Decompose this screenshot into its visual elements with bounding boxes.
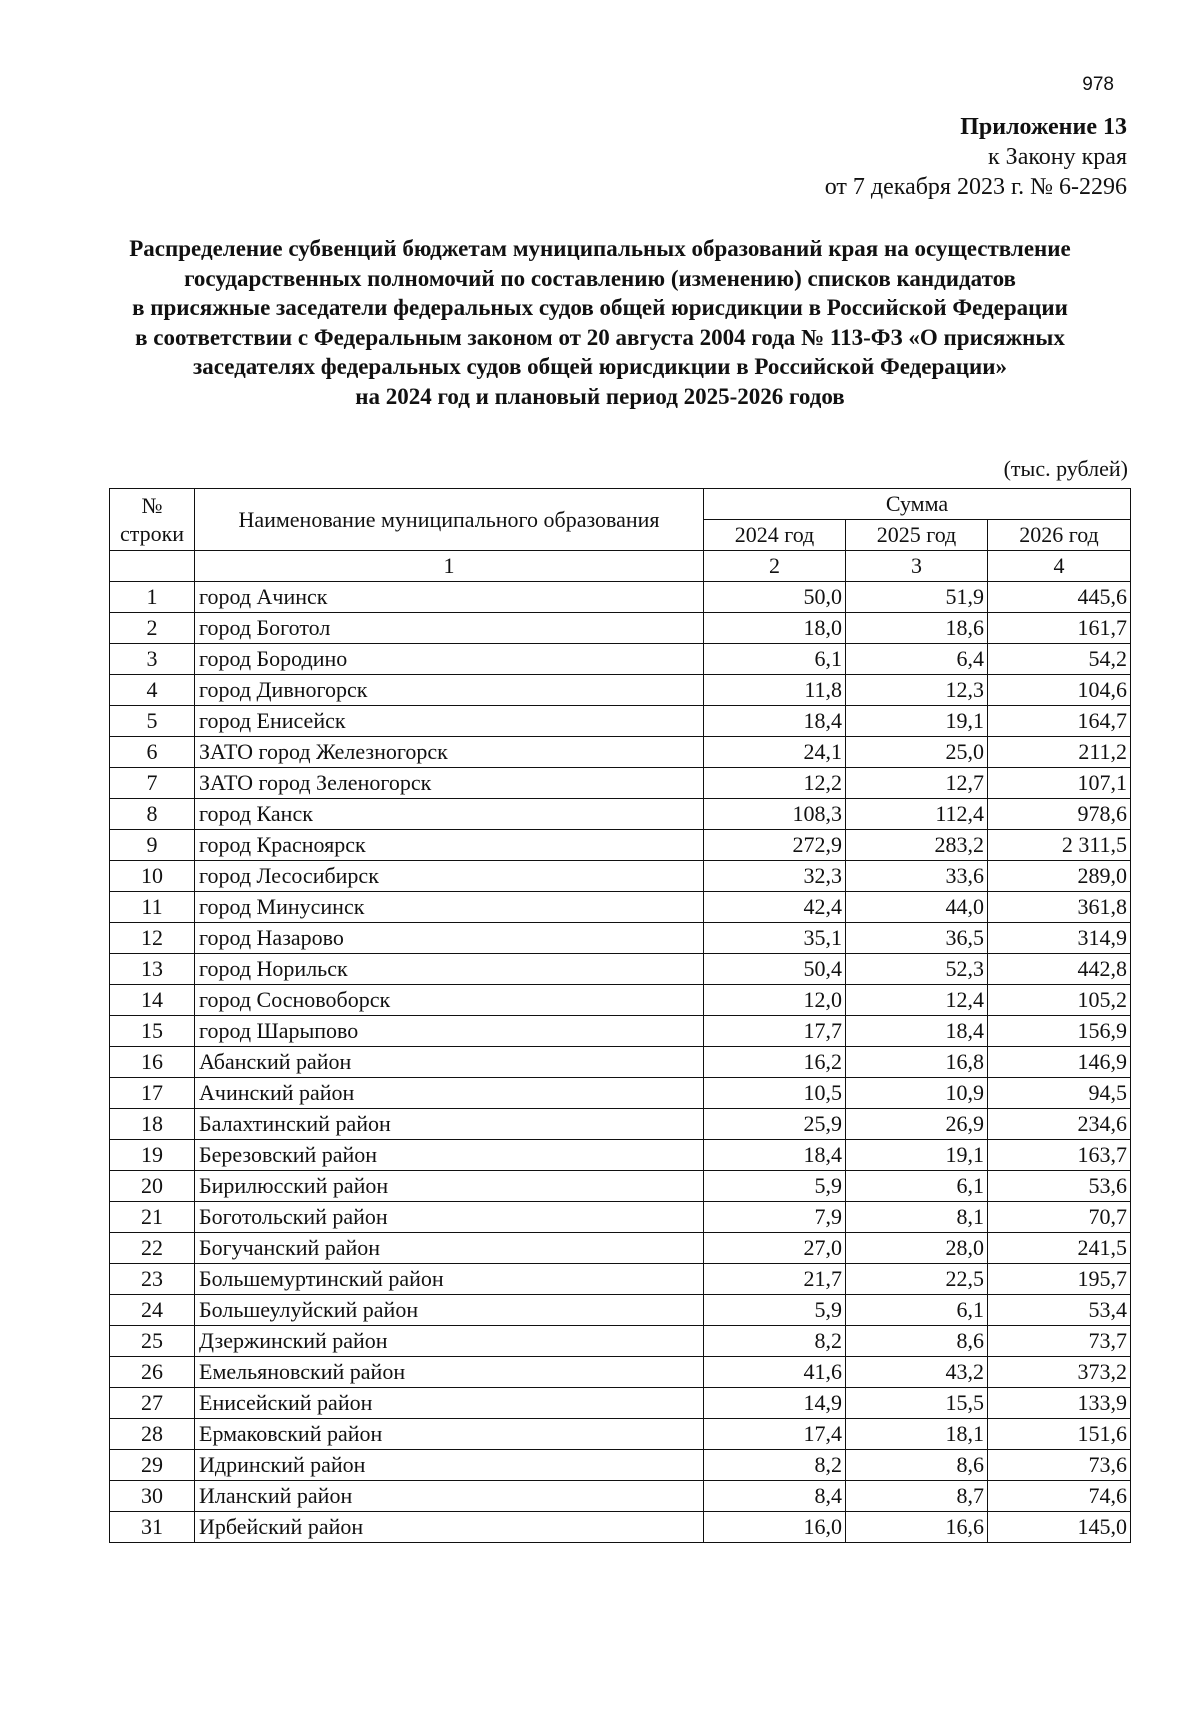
municipality-name: Дзержинский район [195,1326,704,1357]
municipality-name: город Лесосибирск [195,861,704,892]
amount-2024: 272,9 [704,830,846,861]
row-number: 19 [110,1140,195,1171]
municipality-name: город Норильск [195,954,704,985]
amount-2026: 146,9 [988,1047,1131,1078]
municipality-name: город Боготол [195,613,704,644]
header-colnum: 2 [704,551,846,582]
municipality-name: город Назарово [195,923,704,954]
amount-2025: 18,4 [846,1016,988,1047]
row-number: 15 [110,1016,195,1047]
municipality-name: город Ачинск [195,582,704,613]
table-row [110,892,1131,923]
table-row [110,675,1131,706]
table-body [110,582,1131,1543]
amount-2024: 42,4 [704,892,846,923]
table-row [110,1202,1131,1233]
table-row [110,1357,1131,1388]
amount-2024: 8,2 [704,1450,846,1481]
row-number: 29 [110,1450,195,1481]
row-number: 17 [110,1078,195,1109]
amount-2026: 107,1 [988,768,1131,799]
amount-2025: 22,5 [846,1264,988,1295]
title-line: в соответствии с Федеральным законом от 20 августа 2004 года № 113-ФЗ «О присяжных [135,324,1065,350]
row-number: 30 [110,1481,195,1512]
municipality-name: Ачинский район [195,1078,704,1109]
amount-2024: 50,4 [704,954,846,985]
municipality-name: Балахтинский район [195,1109,704,1140]
row-number: 22 [110,1233,195,1264]
header-year-2024: 2024 год [704,520,846,551]
amount-2026: 373,2 [988,1357,1131,1388]
amount-2025: 283,2 [846,830,988,861]
row-number: 24 [110,1295,195,1326]
amount-2024: 25,9 [704,1109,846,1140]
amount-2024: 50,0 [704,582,846,613]
header-colnum: 1 [195,551,704,582]
table-row [110,613,1131,644]
title-line: в присяжные заседатели федеральных судов общей юрисдикции в Российской Федерации [132,295,1068,320]
municipality-name: город Енисейск [195,706,704,737]
municipality-name: Емельяновский район [195,1357,704,1388]
amount-2026: 74,6 [988,1481,1131,1512]
municipality-name: Боготольский район [195,1202,704,1233]
header-colnum-empty [110,551,195,582]
amount-2024: 18,4 [704,706,846,737]
amount-2024: 108,3 [704,799,846,830]
amount-2025: 6,4 [846,644,988,675]
row-number: 14 [110,985,195,1016]
amount-2026: 73,7 [988,1326,1131,1357]
amount-2025: 19,1 [846,1140,988,1171]
amount-2025: 51,9 [846,582,988,613]
document-title [100,234,1100,411]
table-row [110,1419,1131,1450]
row-number: 27 [110,1388,195,1419]
amount-2025: 43,2 [846,1357,988,1388]
amount-2024: 5,9 [704,1295,846,1326]
row-number: 21 [110,1202,195,1233]
amount-2026: 195,7 [988,1264,1131,1295]
amount-2026: 156,9 [988,1016,1131,1047]
table-row [110,1512,1131,1543]
row-number: 1 [110,582,195,613]
header-colnum: 4 [988,551,1131,582]
municipality-name: город Сосновоборск [195,985,704,1016]
amount-2025: 19,1 [846,706,988,737]
amount-2024: 17,7 [704,1016,846,1047]
amount-2026: 445,6 [988,582,1131,613]
amount-2024: 32,3 [704,861,846,892]
page-number: 978 [1082,74,1114,95]
row-number: 6 [110,737,195,768]
amount-2025: 16,8 [846,1047,988,1078]
amount-2024: 27,0 [704,1233,846,1264]
municipality-name: Енисейский район [195,1388,704,1419]
municipality-name: Идринский район [195,1450,704,1481]
table-row [110,1233,1131,1264]
amount-2025: 18,1 [846,1419,988,1450]
amount-2026: 53,6 [988,1171,1131,1202]
amount-2025: 25,0 [846,737,988,768]
table-row [110,706,1131,737]
municipality-name: Большеулуйский район [195,1295,704,1326]
row-number: 4 [110,675,195,706]
table-row [110,1016,1131,1047]
municipality-name: Березовский район [195,1140,704,1171]
amount-2026: 978,6 [988,799,1131,830]
row-number: 8 [110,799,195,830]
amount-2024: 12,0 [704,985,846,1016]
table-row [110,1109,1131,1140]
header-colnum: 3 [846,551,988,582]
table-row [110,1171,1131,1202]
amount-2024: 5,9 [704,1171,846,1202]
table-row [110,1264,1131,1295]
amount-2024: 41,6 [704,1357,846,1388]
table-row [110,799,1131,830]
amount-2026: 161,7 [988,613,1131,644]
municipality-name: город Шарыпово [195,1016,704,1047]
subventions-table [109,488,1131,1543]
table-row [110,1450,1131,1481]
amount-2026: 104,6 [988,675,1131,706]
amount-2025: 52,3 [846,954,988,985]
table-row [110,1481,1131,1512]
header-year-2025: 2025 год [846,520,988,551]
amount-2025: 8,6 [846,1450,988,1481]
amount-2024: 18,0 [704,613,846,644]
municipality-name: Иланский район [195,1481,704,1512]
amount-2026: 94,5 [988,1078,1131,1109]
title-line: заседателях федеральных судов общей юрисдикции в Российской Федерации» [192,354,1008,379]
amount-2025: 8,7 [846,1481,988,1512]
amount-2026: 105,2 [988,985,1131,1016]
municipality-name: город Дивногорск [195,675,704,706]
table-row [110,1078,1131,1109]
amount-2025: 16,6 [846,1512,988,1543]
units-label: (тыс. рублей) [1003,456,1128,481]
header-sum: Сумма [704,489,1131,520]
amount-2024: 14,9 [704,1388,846,1419]
amount-2026: 53,4 [988,1295,1131,1326]
amount-2025: 33,6 [846,861,988,892]
row-number: 26 [110,1357,195,1388]
municipality-name: Большемуртинский район [195,1264,704,1295]
amount-2024: 24,1 [704,737,846,768]
amount-2025: 44,0 [846,892,988,923]
row-number: 23 [110,1264,195,1295]
amount-2026: 73,6 [988,1450,1131,1481]
amount-2026: 70,7 [988,1202,1131,1233]
amount-2025: 18,6 [846,613,988,644]
amount-2024: 7,9 [704,1202,846,1233]
amount-2025: 28,0 [846,1233,988,1264]
row-number: 9 [110,830,195,861]
amount-2025: 15,5 [846,1388,988,1419]
appendix-law: к Закону края [988,144,1127,170]
municipality-name: Богучанский район [195,1233,704,1264]
municipality-name: ЗАТО город Зеленогорск [195,768,704,799]
row-number: 16 [110,1047,195,1078]
amount-2025: 112,4 [846,799,988,830]
row-number: 11 [110,892,195,923]
row-number: 5 [110,706,195,737]
appendix-date: от 7 декабря 2023 г. № 6-2296 [824,174,1127,200]
amount-2024: 8,2 [704,1326,846,1357]
amount-2026: 2 311,5 [988,830,1131,861]
municipality-name: город Бородино [195,644,704,675]
amount-2024: 11,8 [704,675,846,706]
municipality-name: город Канск [195,799,704,830]
table-row [110,1047,1131,1078]
table-row [110,1388,1131,1419]
amount-2026: 151,6 [988,1419,1131,1450]
header-row-number-sign: № [141,492,163,518]
row-number: 10 [110,861,195,892]
table-row [110,923,1131,954]
amount-2024: 21,7 [704,1264,846,1295]
amount-2024: 6,1 [704,644,846,675]
amount-2026: 361,8 [988,892,1131,923]
amount-2026: 54,2 [988,644,1131,675]
amount-2024: 35,1 [704,923,846,954]
header-row-number [110,489,195,551]
table-row [110,582,1131,613]
amount-2026: 314,9 [988,923,1131,954]
amount-2025: 12,3 [846,675,988,706]
table-row [110,830,1131,861]
municipality-name: Абанский район [195,1047,704,1078]
amount-2025: 6,1 [846,1171,988,1202]
amount-2025: 36,5 [846,923,988,954]
amount-2026: 145,0 [988,1512,1131,1543]
amount-2025: 6,1 [846,1295,988,1326]
amount-2024: 16,2 [704,1047,846,1078]
header-name: Наименование муниципального образования [195,489,704,551]
row-number: 7 [110,768,195,799]
table-row [110,644,1131,675]
amount-2026: 164,7 [988,706,1131,737]
amount-2024: 17,4 [704,1419,846,1450]
header-year-2026: 2026 год [988,520,1131,551]
table-row [110,768,1131,799]
amount-2025: 8,6 [846,1326,988,1357]
title-line: на 2024 год и плановый период 2025-2026 годов [355,383,845,409]
row-number: 3 [110,644,195,675]
row-number: 20 [110,1171,195,1202]
amount-2024: 10,5 [704,1078,846,1109]
amount-2026: 211,2 [988,737,1131,768]
municipality-name: Ирбейский район [195,1512,704,1543]
municipality-name: город Красноярск [195,830,704,861]
appendix-block [825,112,1127,202]
amount-2025: 12,7 [846,768,988,799]
table-row [110,737,1131,768]
row-number: 28 [110,1419,195,1450]
table-row [110,1295,1131,1326]
amount-2025: 10,9 [846,1078,988,1109]
amount-2024: 16,0 [704,1512,846,1543]
amount-2026: 289,0 [988,861,1131,892]
amount-2025: 8,1 [846,1202,988,1233]
row-number: 2 [110,613,195,644]
amount-2024: 8,4 [704,1481,846,1512]
amount-2026: 234,6 [988,1109,1131,1140]
municipality-name: Ермаковский район [195,1419,704,1450]
header-row-number-word: строки [119,520,185,546]
row-number: 18 [110,1109,195,1140]
municipality-name: город Минусинск [195,892,704,923]
amount-2024: 18,4 [704,1140,846,1171]
amount-2025: 12,4 [846,985,988,1016]
row-number: 13 [110,954,195,985]
amount-2026: 241,5 [988,1233,1131,1264]
appendix-title: Приложение 13 [960,114,1127,140]
row-number: 31 [110,1512,195,1543]
amount-2025: 26,9 [846,1109,988,1140]
table-row [110,954,1131,985]
municipality-name: ЗАТО город Железногорск [195,737,704,768]
title-line: Распределение субвенций бюджетам муниципальных образований края на осуществление [129,236,1071,261]
amount-2026: 442,8 [988,954,1131,985]
amount-2026: 133,9 [988,1388,1131,1419]
table-row [110,1140,1131,1171]
municipality-name: Бирилюсский район [195,1171,704,1202]
table-row [110,1326,1131,1357]
title-line: государственных полномочий по составлению (изменению) списков кандидатов [184,265,1016,291]
row-number: 25 [110,1326,195,1357]
amount-2026: 163,7 [988,1140,1131,1171]
amount-2024: 12,2 [704,768,846,799]
row-number: 12 [110,923,195,954]
table-row [110,861,1131,892]
table-row [110,985,1131,1016]
